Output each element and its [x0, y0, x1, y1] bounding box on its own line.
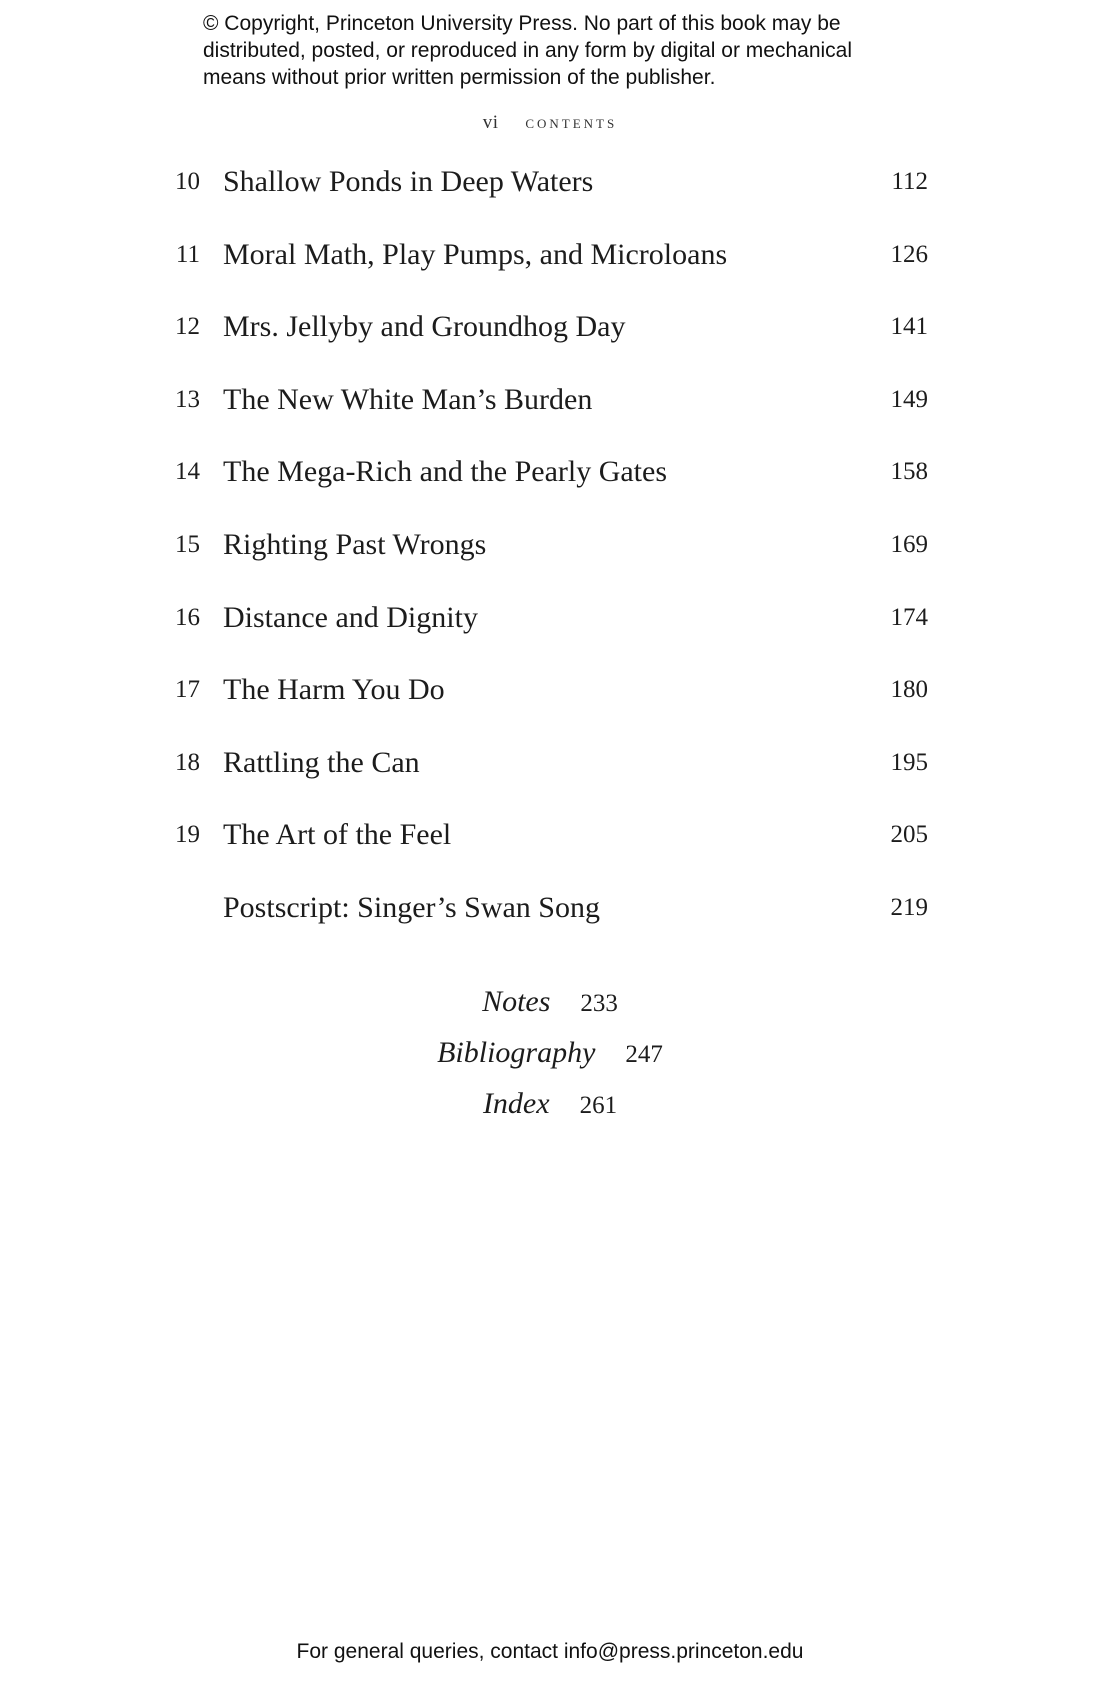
toc-entry	[0, 307, 1100, 380]
toc-entry	[0, 670, 1100, 743]
chapter-title: Moral Math, Play Pumps, and Microloans	[223, 237, 728, 271]
chapter-number: 14	[175, 458, 200, 486]
chapter-page: 126	[890, 240, 928, 268]
chapter-title: The New White Man’s Burden	[223, 382, 593, 416]
toc-entry-postscript	[0, 888, 1100, 961]
chapter-title: Shallow Ponds in Deep Waters	[223, 165, 594, 198]
chapter-title: The Art of the Feel	[223, 818, 452, 852]
copyright-line: distributed, posted, or reproduced in any form by digital or mechanical	[203, 39, 853, 62]
toc-entry	[0, 815, 1100, 888]
chapter-page: 180	[890, 676, 928, 704]
running-head-page-number: vi	[482, 112, 499, 133]
copyright-line: © Copyright, Princeton University Press. No part of this book may be	[203, 12, 841, 35]
backmatter-title: Index	[482, 1087, 550, 1120]
backmatter-item-index	[0, 1084, 1100, 1135]
toc-entry	[0, 380, 1100, 453]
chapter-number: 19	[175, 821, 200, 849]
chapter-title: Rattling the Can	[223, 745, 420, 779]
chapter-page: 195	[890, 748, 928, 776]
chapter-page: 112	[891, 168, 928, 195]
backmatter-page: 261	[579, 1092, 618, 1119]
chapter-page: 219	[890, 893, 928, 921]
chapter-number: 10	[175, 168, 200, 195]
chapter-title: Distance and Dignity	[223, 600, 478, 634]
chapter-title: Postscript: Singer’s Swan Song	[223, 890, 600, 924]
chapter-page: 158	[890, 458, 928, 486]
chapter-title: Righting Past Wrongs	[223, 527, 487, 561]
chapter-page: 141	[890, 313, 928, 341]
toc-entry	[0, 162, 1100, 235]
toc-entry	[0, 525, 1100, 598]
chapter-title: The Mega-Rich and the Pearly Gates	[223, 455, 668, 489]
chapter-number: 15	[175, 530, 200, 558]
table-of-contents	[0, 162, 1100, 961]
backmatter-title: Bibliography	[437, 1036, 596, 1069]
chapter-title: The Harm You Do	[223, 673, 445, 707]
toc-entry	[0, 598, 1100, 671]
toc-entry	[0, 235, 1100, 308]
copyright-line: means without prior written permission of the publisher.	[203, 66, 716, 89]
chapter-number: 16	[175, 603, 200, 631]
toc-entry	[0, 743, 1100, 816]
chapter-page: 149	[890, 385, 928, 413]
backmatter-page: 233	[580, 990, 618, 1017]
chapter-page: 174	[890, 603, 928, 631]
copyright-notice	[203, 10, 903, 91]
footer-contact: For general queries, contact info@press.princeton.edu	[296, 1640, 804, 1663]
chapter-number: 13	[175, 385, 200, 413]
chapter-page: 205	[890, 821, 928, 849]
chapter-number: 11	[175, 240, 200, 268]
backmatter-item-bibliography	[0, 1033, 1100, 1084]
backmatter-page: 247	[625, 1041, 663, 1068]
chapter-title: Mrs. Jellyby and Groundhog Day	[223, 310, 626, 344]
chapter-number: 18	[175, 748, 200, 776]
chapter-number: 12	[175, 313, 200, 341]
backmatter-title: Notes	[482, 985, 551, 1018]
backmatter-item-notes	[0, 982, 1100, 1033]
toc-entry	[0, 452, 1100, 525]
running-head-section: contents	[525, 112, 618, 133]
chapter-number: 17	[175, 676, 200, 704]
chapter-page: 169	[890, 530, 928, 558]
running-head	[0, 112, 1100, 134]
backmatter-list	[0, 982, 1100, 1135]
